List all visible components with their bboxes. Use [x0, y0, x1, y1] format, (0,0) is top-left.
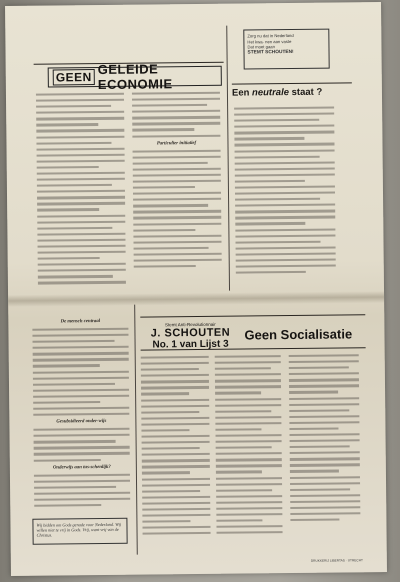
banner-list: No. 1 van Lijst 3 [152, 338, 229, 351]
column-divider [226, 26, 230, 291]
quote-line-4: STEMT SCHOUTEN! [247, 49, 294, 56]
subhead-mensch: De mensch centraal [60, 319, 101, 325]
subhead-particulier: Particulier initiatief [156, 140, 197, 147]
headline-geleide-economie [48, 61, 222, 93]
headline-text: GELEIDE ECONOMIE [97, 61, 173, 93]
quote-line-1: Zorg nu dat in Nederland [247, 32, 294, 39]
text-column-3 [234, 107, 336, 278]
quote-line-3: Dat moet gaan [247, 44, 275, 50]
text-column-2 [132, 92, 222, 272]
column-divider-lower [134, 305, 138, 555]
subhead-tusschenlijk: Onderwijs aan tus-schenlijk? [52, 464, 111, 471]
imprint: DRUKKERIJ LIBERTAS · UTRECHT [310, 558, 364, 563]
quote-line-2: Het kwa- nen aan vaste [247, 38, 292, 45]
text-column-7 [289, 354, 361, 525]
quote-box [243, 29, 329, 70]
text-column-4 [32, 317, 130, 511]
banner-small: Stemt Anti-Revolutionnair [164, 321, 216, 328]
text-column-6 [215, 355, 283, 538]
text-column-5 [141, 356, 211, 539]
newspaper-page [5, 2, 387, 576]
headline-neutrale-staat [232, 87, 322, 99]
paper-fold [8, 291, 384, 307]
rule-right-header [232, 82, 352, 84]
headline-suffix: staat ? [288, 86, 323, 99]
geen-tag: GEEN [53, 69, 95, 85]
headline-geen-socialisatie: Geen Socialisatie [244, 326, 353, 343]
quote-box-bottom: Wij bidden om Gods genade voor Nederland. Wij willen niet te vrij in Gods. Vrij, want vrij van de Christus. [32, 518, 127, 545]
subhead-onderwijs: Gesubsidieerd onder-wijs [56, 419, 107, 425]
headline-prefix: Een [231, 87, 253, 99]
banner-name: J. SCHOUTEN [150, 326, 231, 340]
text-column-1 [36, 93, 126, 288]
rule-lower-top [140, 314, 365, 317]
schouten-banner [150, 322, 230, 351]
headline-italic: neutrale [251, 87, 290, 99]
